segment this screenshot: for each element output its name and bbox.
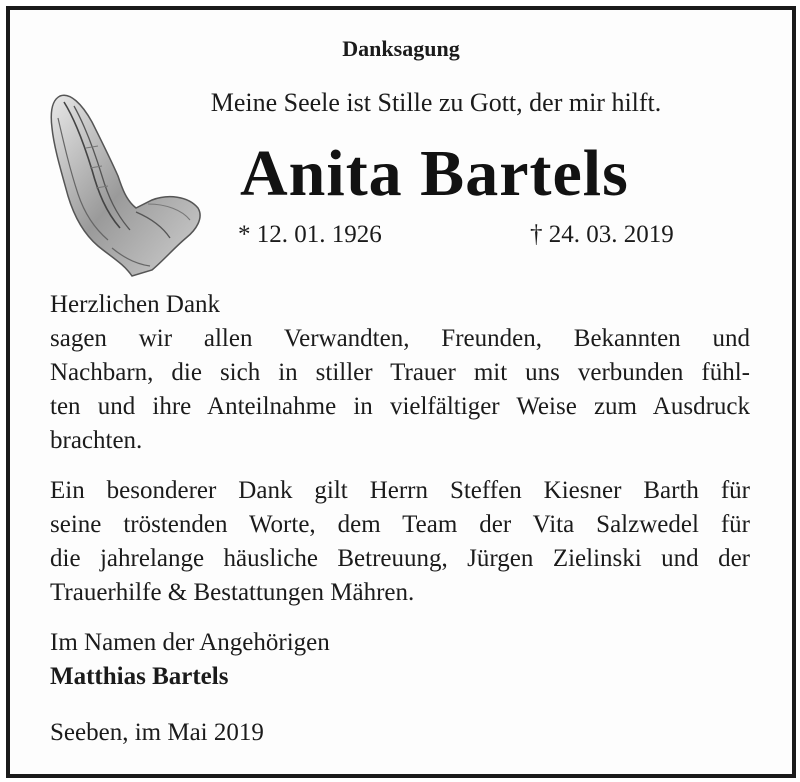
thanks-paragraph — [50, 288, 750, 458]
thanks-lead: Herzlichen Dank — [50, 291, 221, 318]
deceased-name: Anita Bartels — [240, 137, 629, 210]
special-thanks-paragraph — [50, 474, 750, 610]
text-line: Nachbarn, die sich in stiller Trauer mit uns verbunden fühl- — [50, 359, 750, 386]
praying-hands-icon — [40, 88, 210, 278]
text-line: Trauerhilfe & Bestattungen Mähren. — [50, 579, 415, 606]
death-date: † 24. 03. 2019 — [530, 221, 674, 248]
notice-title: Danksagung — [342, 36, 460, 61]
obituary-card — [6, 6, 796, 778]
text-line: brachten. — [50, 427, 143, 454]
text-line: Ein besonderer Dank gilt Herrn Steffen Kiesner Barth für — [50, 477, 750, 504]
place-date: Seeben, im Mai 2019 — [50, 719, 264, 746]
text-line: die jahrelange häusliche Betreuung, Jürgen Zielinski und der — [50, 545, 750, 572]
text-line: ten und ihre Anteilnahme in vielfältiger Weise zum Ausdruck — [50, 393, 750, 420]
signature-block — [50, 626, 750, 694]
text-line: seine tröstenden Worte, dem Team der Vita Salzwedel für — [50, 511, 750, 538]
birth-date: * 12. 01. 1926 — [238, 221, 382, 248]
signature-intro: Im Namen der Angehörigen — [50, 629, 330, 656]
signature-name: Matthias Bartels — [50, 663, 229, 690]
text-line: sagen wir allen Verwandten, Freunden, Bekannten und — [50, 325, 750, 352]
motto: Meine Seele ist Stille zu Gott, der mir hilft. — [210, 88, 662, 117]
